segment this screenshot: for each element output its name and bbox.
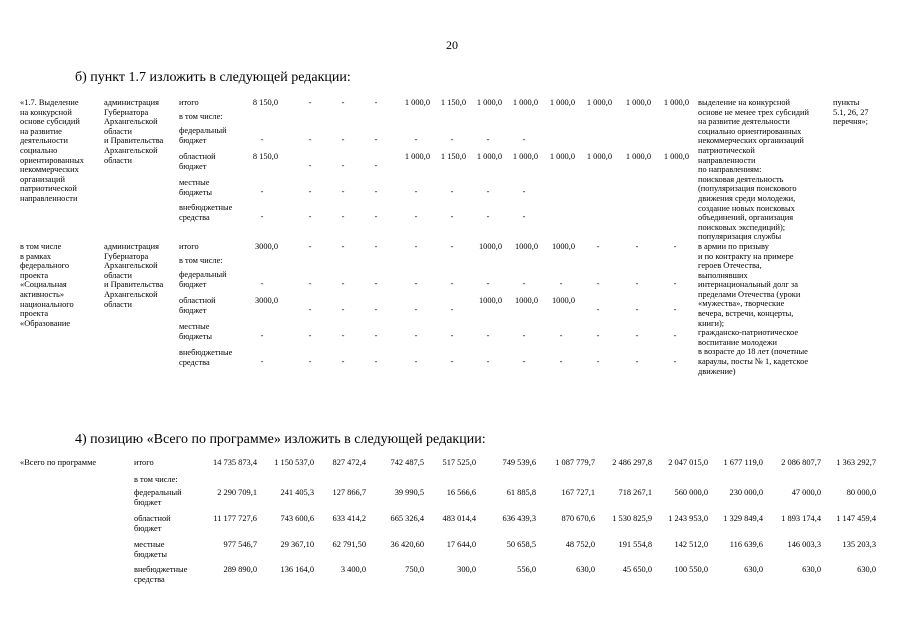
- table-cell: 1 150 537,0: [274, 458, 314, 467]
- table-cell: -: [596, 331, 600, 340]
- table-cell: 127 866,7: [332, 488, 366, 497]
- table-cell: 61 885,8: [506, 488, 536, 497]
- table-cell: 39 990,5: [394, 488, 424, 497]
- funding-source-label: внебюджетные средства: [179, 348, 233, 367]
- table-cell: -: [308, 305, 312, 314]
- table-cell: -: [486, 279, 490, 288]
- table-cell: -: [635, 331, 639, 340]
- funding-source-label: федеральный бюджет: [134, 488, 182, 507]
- table-cell: 665 326,4: [390, 514, 424, 523]
- table-cell: -: [450, 357, 454, 366]
- table-cell: 1 000,0: [476, 152, 502, 161]
- table-cell: -: [486, 212, 490, 221]
- table-cell: -: [308, 187, 312, 196]
- table-cell: 48 752,0: [565, 540, 595, 549]
- cell-total: -: [260, 212, 264, 221]
- table-cell: -: [341, 212, 345, 221]
- table-cell: 17 644,0: [446, 540, 476, 549]
- cell-total: -: [260, 331, 264, 340]
- table-cell: -: [673, 305, 677, 314]
- table-cell: 116 639,6: [729, 540, 763, 549]
- table-cell: 1 150,0: [440, 152, 466, 161]
- table-cell: 1000,0: [514, 296, 538, 305]
- table-cell: 135 203,3: [842, 540, 876, 549]
- table-cell: 2 086 807,7: [781, 458, 821, 467]
- table-cell: 1 000,0: [586, 152, 612, 161]
- table-cell: -: [673, 242, 677, 251]
- funding-source-label: местные бюджеты: [134, 540, 168, 559]
- table-cell: 230 000,0: [729, 488, 763, 497]
- table-cell: -: [522, 187, 526, 196]
- table-cell: -: [414, 279, 418, 288]
- table-cell: 16 566,6: [446, 488, 476, 497]
- table-cell: 142 512,0: [674, 540, 708, 549]
- table-cell: 3 400,0: [340, 565, 366, 574]
- table-cell: 289 890,0: [223, 565, 257, 574]
- table-cell: 1 329 849,4: [723, 514, 763, 523]
- table-cell: 47 000,0: [791, 488, 821, 497]
- cell-total: -: [260, 187, 264, 196]
- table-cell: -: [486, 187, 490, 196]
- table-cell: -: [374, 98, 378, 107]
- table-cell: -: [308, 279, 312, 288]
- expected-results: выделение на конкурсной основе не менее трех субсидий на развитие деятельности социально ориентированных некоммерческих организаций патриотической направленности по направлениям: поисковая деятельность (популяризация поискового движения среди молодежи, создание новых поисковых объединений, организация поисковых экспедиций); популяризация службы в армии по призыву и по контракту на примере героев Отечества, выполнявших интернациональный долг за пределами Отечества (уроки «мужества», творческие вечера, встречи, концерты, книги); гражданско-патриотическое воспитание молодежи в возрасте до 18 лет (почетные караулы, посты № 1, кадетское движение): [698, 98, 810, 376]
- cell-total: 8 150,0: [252, 98, 278, 107]
- table-cell: 36 420,60: [390, 540, 424, 549]
- table-cell: -: [341, 305, 345, 314]
- table-cell: 1 000,0: [404, 98, 430, 107]
- table-cell: 1 530 825,9: [612, 514, 652, 523]
- table-cell: 1000,0: [551, 242, 575, 251]
- table-cell: -: [374, 331, 378, 340]
- table-cell: -: [341, 187, 345, 196]
- table-cell: -: [673, 279, 677, 288]
- table-cell: -: [414, 331, 418, 340]
- table-cell: 743 600,6: [280, 514, 314, 523]
- table-cell: -: [522, 331, 526, 340]
- table-cell: -: [341, 279, 345, 288]
- table-cell: 517 525,0: [442, 458, 476, 467]
- table-cell: 2 290 709,1: [217, 488, 257, 497]
- table-cell: 146 003,3: [787, 540, 821, 549]
- table-cell: 718 267,1: [618, 488, 652, 497]
- table-cell: 1 363 292,7: [836, 458, 876, 467]
- page-number: 20: [446, 38, 458, 52]
- table-cell: -: [374, 305, 378, 314]
- table-cell: 11 177 727,6: [213, 514, 257, 523]
- funding-source-label: внебюджетные средства: [179, 203, 233, 222]
- table-cell: -: [308, 161, 312, 170]
- table-cell: 241 405,3: [280, 488, 314, 497]
- table-cell: -: [374, 135, 378, 144]
- table-cell: -: [414, 242, 418, 251]
- table-cell: -: [635, 242, 639, 251]
- table-cell: 80 000,0: [846, 488, 876, 497]
- cell-total: 3000,0: [254, 296, 278, 305]
- table-cell: -: [308, 135, 312, 144]
- funding-source-label: в том числе:: [134, 475, 178, 484]
- table-cell: 136 164,0: [280, 565, 314, 574]
- table-cell: 630,0: [857, 565, 876, 574]
- table-cell: 636 439,3: [502, 514, 536, 523]
- table-cell: -: [450, 331, 454, 340]
- funding-source-label: внебюджетные средства: [134, 565, 188, 584]
- funding-source-label: местные бюджеты: [179, 178, 213, 197]
- table-cell: -: [450, 242, 454, 251]
- funding-source-label: итого: [179, 98, 199, 107]
- table-cell: 556,0: [517, 565, 536, 574]
- table-cell: -: [673, 331, 677, 340]
- table-cell: -: [559, 279, 563, 288]
- table-cell: -: [486, 135, 490, 144]
- table-cell: 1 000,0: [586, 98, 612, 107]
- table-cell: -: [450, 212, 454, 221]
- cell-total: -: [260, 279, 264, 288]
- table-cell: -: [522, 135, 526, 144]
- funding-source-label: областной бюджет: [179, 296, 216, 315]
- table-cell: 630,0: [744, 565, 763, 574]
- table-cell: 742 487,5: [390, 458, 424, 467]
- table-cell: 50 658,5: [506, 540, 536, 549]
- table-cell: -: [414, 135, 418, 144]
- table-cell: -: [308, 357, 312, 366]
- funding-source-label: областной бюджет: [179, 152, 216, 171]
- table-cell: -: [450, 305, 454, 314]
- table-cell: -: [522, 357, 526, 366]
- table-cell: -: [486, 357, 490, 366]
- table-cell: 1 000,0: [663, 98, 689, 107]
- table-cell: 1 000,0: [625, 98, 651, 107]
- table-cell: -: [374, 187, 378, 196]
- cell-total: 8 150,0: [252, 152, 278, 161]
- funding-source-label: местные бюджеты: [179, 322, 213, 341]
- table-cell: -: [414, 187, 418, 196]
- table-cell: -: [486, 331, 490, 340]
- funding-source-label: итого: [179, 242, 199, 251]
- table-cell: 100 550,0: [674, 565, 708, 574]
- table-cell: -: [374, 161, 378, 170]
- table-cell: -: [341, 98, 345, 107]
- executor: администрация Губернатора Архангельской области и Правительства Архангельской области: [104, 98, 164, 165]
- table-cell: 2 486 297,8: [612, 458, 652, 467]
- funding-source-label: в том числе:: [179, 112, 223, 121]
- table-cell: -: [414, 212, 418, 221]
- table-cell: 1 243 953,0: [668, 514, 708, 523]
- table-cell: -: [341, 135, 345, 144]
- table-cell: 191 554,8: [618, 540, 652, 549]
- table-cell: 1000,0: [551, 296, 575, 305]
- table-cell: 630,0: [576, 565, 595, 574]
- table-cell: 827 472,4: [332, 458, 366, 467]
- table-cell: 1 000,0: [663, 152, 689, 161]
- table-cell: -: [374, 279, 378, 288]
- measure-name: в том числе в рамках федерального проекта «Социальная активность» национального проекта «Образование: [20, 242, 74, 328]
- table-cell: 29 367,10: [280, 540, 314, 549]
- cell-total: 3000,0: [254, 242, 278, 251]
- measure-name: «1.7. Выделение на конкурсной основе субсидий на развитие деятельности социально ориентированных некоммерческих организаций патриотической направленности: [20, 98, 84, 203]
- table-cell: 300,0: [457, 565, 476, 574]
- table-cell: 749 539,6: [502, 458, 536, 467]
- table-cell: 1 000,0: [512, 152, 538, 161]
- table-cell: 977 546,7: [223, 540, 257, 549]
- table-cell: 1 150,0: [440, 98, 466, 107]
- funding-source-label: итого: [134, 458, 154, 467]
- executor: администрация Губернатора Архангельской области и Правительства Архангельской области: [104, 242, 164, 309]
- table-cell: 870 670,6: [561, 514, 595, 523]
- table-cell: 14 735 873,4: [213, 458, 257, 467]
- table-cell: -: [341, 161, 345, 170]
- table-cell: -: [635, 279, 639, 288]
- table-cell: -: [374, 212, 378, 221]
- section-heading-4: 4) позицию «Всего по программе» изложить в следующей редакции:: [75, 432, 486, 447]
- table-cell: -: [450, 187, 454, 196]
- table-cell: -: [308, 242, 312, 251]
- table-cell: -: [635, 357, 639, 366]
- table-cell: -: [341, 242, 345, 251]
- funding-source-label: федеральный бюджет: [179, 270, 227, 289]
- funding-source-label: в том числе:: [179, 256, 223, 265]
- table-cell: -: [414, 305, 418, 314]
- table-cell: 630,0: [802, 565, 821, 574]
- table-cell: -: [596, 357, 600, 366]
- table-cell: -: [596, 242, 600, 251]
- table-cell: 1 000,0: [404, 152, 430, 161]
- program-total-name: «Всего по программе: [20, 458, 97, 467]
- table-cell: 1 000,0: [476, 98, 502, 107]
- table-cell: 1 147 459,4: [836, 514, 876, 523]
- table-cell: 2 047 015,0: [668, 458, 708, 467]
- section-heading-b: б) пункт 1.7 изложить в следующей редакции:: [75, 70, 351, 85]
- cell-total: -: [260, 357, 264, 366]
- table-cell: -: [450, 135, 454, 144]
- table-cell: 1000,0: [514, 242, 538, 251]
- table-cell: 62 791,50: [332, 540, 366, 549]
- table-cell: -: [308, 98, 312, 107]
- table-cell: -: [596, 305, 600, 314]
- table-cell: -: [522, 279, 526, 288]
- table-cell: 1 000,0: [549, 98, 575, 107]
- table-cell: -: [341, 357, 345, 366]
- table-cell: -: [559, 357, 563, 366]
- table-cell: 1 000,0: [549, 152, 575, 161]
- funding-source-label: федеральный бюджет: [179, 126, 227, 145]
- table-cell: -: [308, 331, 312, 340]
- table-cell: 167 727,1: [561, 488, 595, 497]
- table-cell: 1000,0: [478, 296, 502, 305]
- table-cell: 45 650,0: [622, 565, 652, 574]
- table-cell: 1000,0: [478, 242, 502, 251]
- table-cell: -: [414, 357, 418, 366]
- table-cell: 560 000,0: [674, 488, 708, 497]
- cell-total: -: [260, 135, 264, 144]
- linked-items: пункты 5.1, 26, 27 перечня»;: [833, 98, 869, 127]
- table-cell: -: [450, 279, 454, 288]
- table-cell: -: [559, 331, 563, 340]
- table-cell: -: [374, 242, 378, 251]
- table-cell: -: [308, 212, 312, 221]
- table-cell: 633 414,2: [332, 514, 366, 523]
- table-cell: 483 014,4: [442, 514, 476, 523]
- funding-source-label: областной бюджет: [134, 514, 171, 533]
- table-cell: 750,0: [405, 565, 424, 574]
- table-cell: -: [635, 305, 639, 314]
- table-cell: -: [341, 331, 345, 340]
- table-cell: 1 000,0: [625, 152, 651, 161]
- table-cell: -: [374, 357, 378, 366]
- table-cell: -: [522, 212, 526, 221]
- table-cell: 1 000,0: [512, 98, 538, 107]
- table-cell: 1 087 779,7: [555, 458, 595, 467]
- table-cell: -: [596, 279, 600, 288]
- table-cell: -: [673, 357, 677, 366]
- table-cell: 1 893 174,4: [781, 514, 821, 523]
- table-cell: 1 677 119,0: [723, 458, 763, 467]
